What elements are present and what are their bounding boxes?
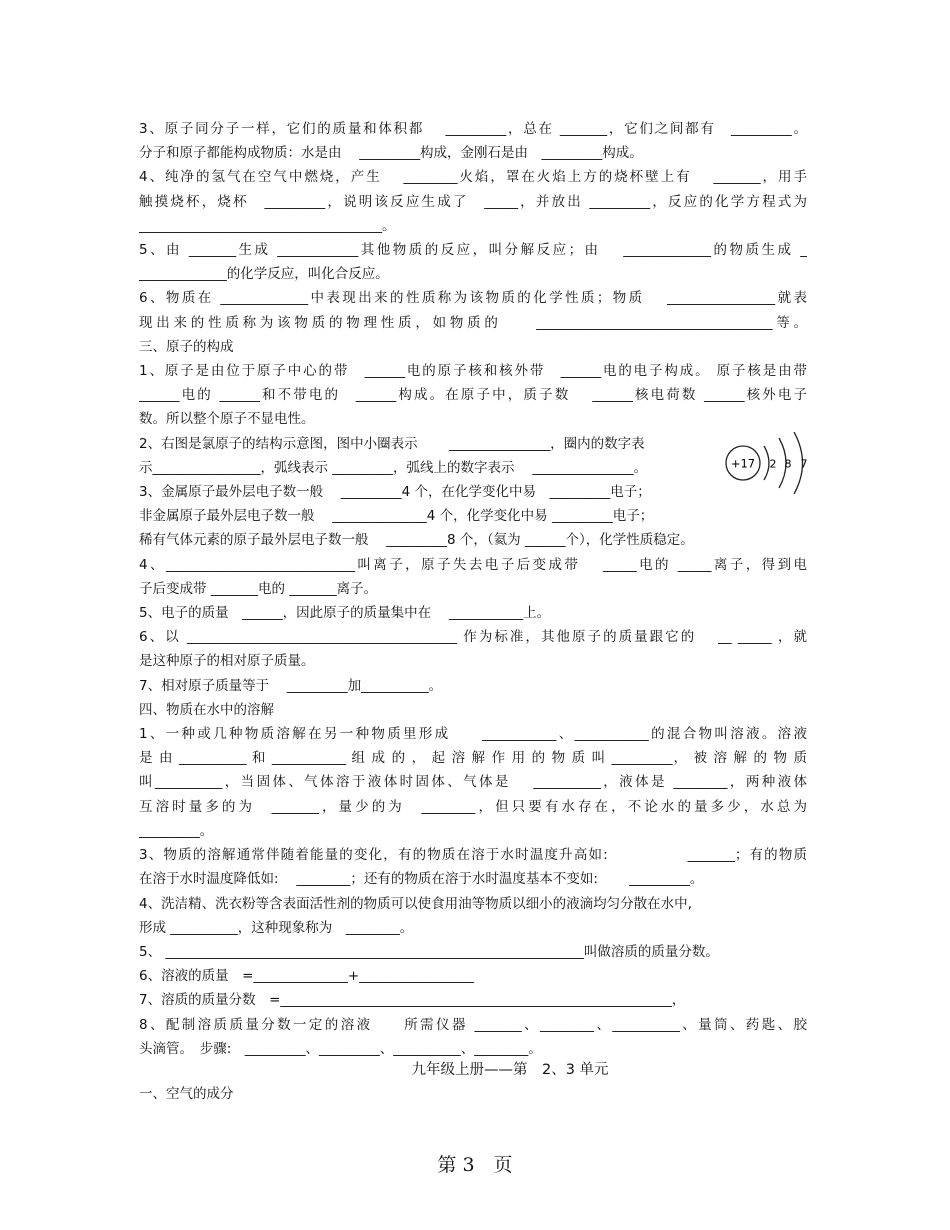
shell-count-1: 2 [769,457,777,471]
text-line: _________。 [139,822,214,839]
text-line: 3、原子同分子一样，它们的质量和体积都 _________，总在 _______，它们之间都有 _________。 [139,121,807,137]
text-line: 是 由 __________ 和 ___________ 组 成 的 ， 起 溶 解 作 用 的 物 质 叫 _________， 被 溶 解 的 物 质 [139,750,807,767]
text-line: 5、 ______________________________________________________________叫做溶质的质量分数。 [139,943,719,960]
text-line: 7、溶质的质量分数 =__________________________________________________________， [139,992,686,1009]
text-line: 6、以 ________________________________________ 作为标准，其他原子的质量跟它的 __ _____ ，就 [139,629,807,646]
chlorine-atom-diagram [724,432,814,494]
text-line: 分子和原子都能构成物质：水是由 _________构成，金刚石是由 _________构成。 [139,145,643,162]
text-line: 互溶时量多的为 _______，量少的为 ________，但只要有水存在，不论水的量多少，水总为 [139,798,807,815]
text-line: 5、电子的质量 ______，因此原子的质量集中在 ___________上。 [139,605,551,622]
page-number: 第 3 页 [437,1154,513,1176]
text-line: 7、相对原子质量等于 _________加__________。 [139,677,443,694]
text-line: 示________________，弧线表示 _________，弧线上的数字表示 _______________。 [139,459,648,476]
text-line: _____________的化学反应，叫化合反应。 [139,266,389,283]
text-line: 6、物质在 _____________中表现出来的性质称为该物质的化学性质；物质 ________________就表 [139,290,807,307]
text-line: 5、由 _______生成 ____________其他物质的反应，叫分解反应；由 _____________的物质生成 _ [139,242,807,259]
text-line: 形成 __________，这种现象称为 ________。 [139,919,414,936]
text-line: 4、纯净的氢气在空气中燃烧，产生 ________火焰，罩在火焰上方的烧杯壁上有 _______，用手 [139,169,807,186]
text-line: ______电的 ______和不带电的 ______构成。在原子中，质子数 ______核电荷数 ______核外电子 [139,387,807,404]
shell-count-2: 8 [784,457,792,471]
text-line: 非金属原子最外层电子数一般 ______________4 个，化学变化中易 _________电子； [139,508,654,525]
unit-title: 九年级上册——第 2、3 单元 [411,1062,609,1078]
shell-count-3: 7 [800,457,808,471]
text-line: 子后变成带 _______电的 _______离子。 [139,580,378,597]
text-line: 6、溶液的质量 =______________+_________________ [139,968,474,985]
text-line: 2、右图是氯原子的结构示意图，图中小圈表示 _______________，圈内的数字表 [139,435,645,452]
text-line: 1、原子是由位于原子中心的带 ______电的原子核和核外带 ______电的电子构成。 原子核是由带 [139,363,807,380]
text-line: 在溶于水时温度降低如: ________；还有的物质在溶于水时温度基本不变如: _________。 [139,871,704,888]
text-line: 1、一种或几种物质溶解在另一种物质里形成 ___________、___________的混合物叫溶液。溶液 [139,726,807,743]
worksheet-body [139,117,807,1061]
text-line: 现出来的性质称为该物质的物理性质，如物质的 ___________________________________等。 [139,314,807,331]
electron-shell-1 [764,446,769,480]
text-line: 数。所以整个原子不显电性。 [139,411,315,428]
text-line: ____________________________________。 [139,217,396,234]
text-line: 叫__________，当固体、气体溶于液体时固体、气体是 __________，液体是 ________，两种液体 [139,774,807,791]
text-line: 四、物质在水中的溶解 [139,701,274,718]
text-line: 稀有气体元素的原子最外层电子数一般 _________8 个，（氦为 ______个），化学性质稳定。 [139,532,694,549]
text-line: 4、洗洁精、洗衣粉等含表面活性剂的物质可以使食用油等物质以细小的液滴均匀分散在水中, [139,895,692,912]
text-line: 3、金属原子最外层电子数一般 _________4 个，在化学变化中易 _________电子； [139,484,651,501]
text-line: 4、____________________________叫离子，原子失去电子后变成带 _____电的 _____离子，得到电 [139,556,807,573]
text-line: 头滴管。 步骤: _________、_________、__________、________。 [139,1040,542,1057]
text-line: 是这种原子的相对原子质量。 [139,653,315,670]
nucleus-label: +17 [730,456,756,471]
text-line: 触摸烧杯，烧杯 _________，说明该反应生成了 _____，并放出 _________，反应的化学方程式为 [139,193,807,210]
text-line: 三、原子的构成 [139,338,234,355]
unit-title-row [0,1058,950,1079]
text-line: 8、配制溶质质量分数一定的溶液 所需仪器 _______、________、__________、量筒、药匙、胶 [139,1016,807,1033]
section-heading-air: 一、空气的成分 [139,1086,234,1102]
text-line: 3、物质的溶解通常伴随着能量的变化，有的物质在溶于水时温度升高如: _______；有的物质 [139,847,807,864]
